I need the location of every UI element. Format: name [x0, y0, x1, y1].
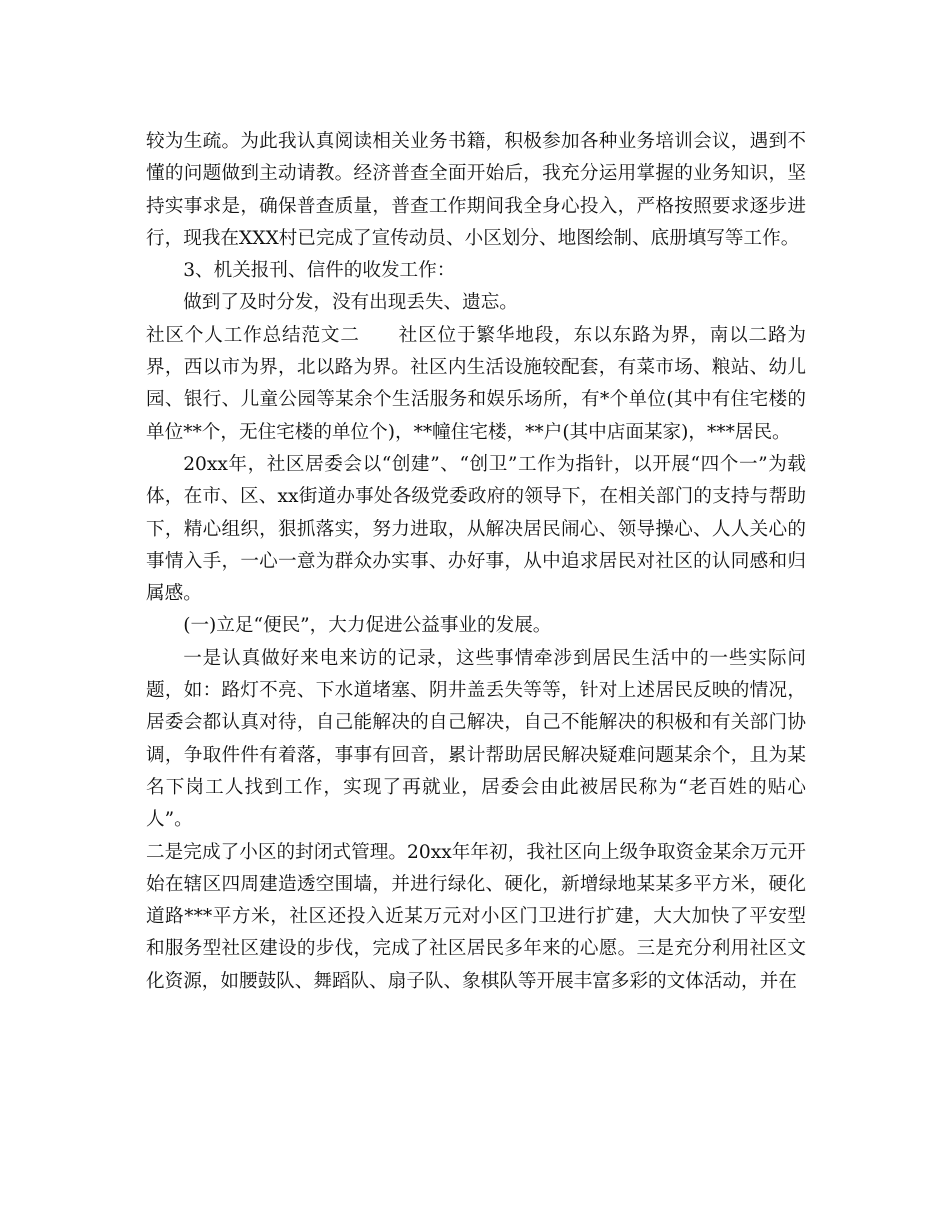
paragraph-7: 一是认真做好来电来访的记录，这些事情牵涉到居民生活中的一些实际问题，如：路灯不亮、下水道堵塞、阴井盖丢失等等，针对上述居民反映的情况，居委会都认真对待，自己能解决的自己解决，自己不能解决的积极和有关部门协调，争取件件有着落，事事有回音，累计帮助居民解决疑难问题某余个，且为某名下岗工人找到工作，实现了再就业，居委会由此被居民称为“老百姓的贴心人”。 — [146, 647, 806, 831]
paragraph-6: (一)立足“便民”，大力促进公益事业的发展。 — [183, 615, 552, 637]
paragraph-4: 社区个人工作总结范文二 社区位于繁华地段，东以东路为界，南以二路为界，西以市为界，北以路为界。社区内生活设施较配套，有菜市场、粮站、幼儿园、银行、儿童公园等某余个生活服务和娱乐场所，有*个单位(其中有住宅楼的单位**个，无住宅楼的单位个)，**幢住宅楼，**户(其中店面某家)，***居民。 — [146, 324, 806, 443]
paragraph-5: 20xx年，社区居委会以“创建”、“创卫”工作为指针，以开展“四个一”为载体，在市、区、xx街道办事处各级党委政府的领导下，在相关部门的支持与帮助下，精心组织，狠抓落实，努力进取，从解决居民闹心、领导操心、人人关心的事情入手，一心一意为群众办实事、办好事，从中追求居民对社区的认同感和归属感。 — [146, 453, 806, 605]
paragraph-1: 较为生疏。为此我认真阅读相关业务书籍，积极参加各种业务培训会议，遇到不懂的问题做到主动请教。经济普查全面开始后，我充分运用掌握的业务知识，坚持实事求是，确保普查质量，普查工作期间我全身心投入，严格按照要求逐步进行，现我在XXX村已完成了宣传动员、小区划分、地图绘制、底册填写等工作。 — [146, 131, 806, 249]
paragraph-3: 做到了及时分发，没有出现丢失、遗忘。 — [183, 292, 518, 314]
paragraph-8: 二是完成了小区的封闭式管理。20xx年年初，我社区向上级争取资金某余万元开始在辖区四周建造透空围墙，并进行绿化、硬化，新增绿地某某多平方米，硬化道路***平方米，社区还投入近某万元对小区门卫进行扩建，大大加快了平安型和服务型社区建设的步伐，完成了社区居民多年来的心愿。三是充分利用社区文化资源，如腰鼓队、舞蹈队、扇子队、象棋队等开展丰富多彩的文体活动，并在 — [146, 841, 806, 992]
paragraph-2: 3、机关报刊、信件的收发工作： — [183, 260, 456, 282]
document-body — [146, 126, 806, 998]
